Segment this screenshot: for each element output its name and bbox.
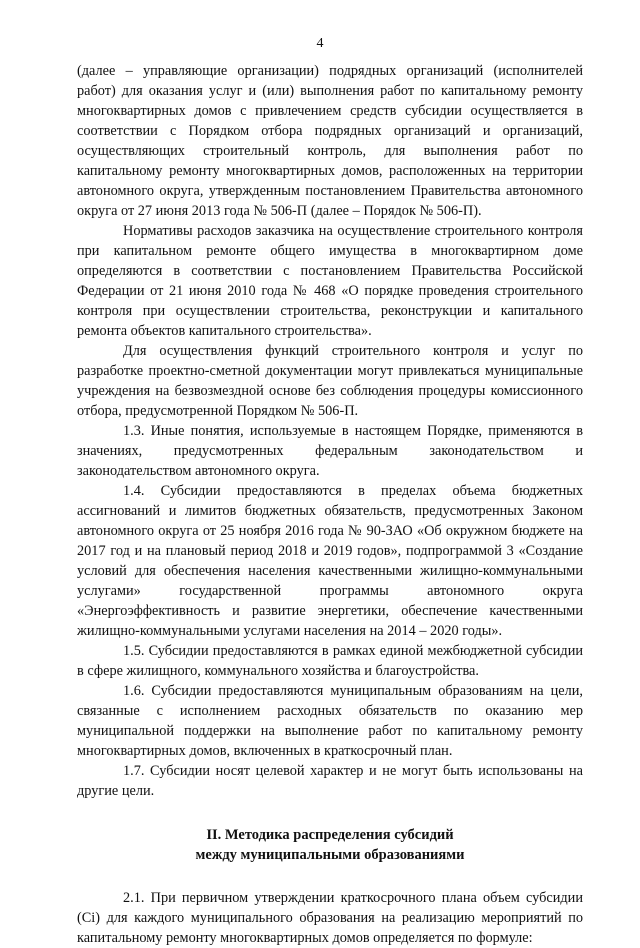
document-body [77, 61, 583, 948]
paragraph-1-6: 1.6. Субсидии предоставляются муниципальным образованиям на цели, связанные с исполнением расходных обязательств по оказанию мер муниципальной поддержки на выполнение работ по капитальному ремонту многоквартирных домов, включенных в краткосрочный план. [77, 683, 583, 759]
paragraph-2-1: 2.1. При первичном утверждении краткосрочного плана объем субсидии (Ci) для каждого муниципального образования на реализацию мероприятий по капитальному ремонту многоквартирных домов определяется по формуле: [77, 890, 583, 946]
paragraph-1-7: 1.7. Субсидии носят целевой характер и не могут быть использованы на другие цели. [77, 763, 583, 799]
paragraph-construction-control-norms: Нормативы расходов заказчика на осуществление строительного контроля при капитальном ремонте общего имущества в многоквартирном доме определяются в соответствии с постановлением Правительства Российской Федерации от 21 июня 2010 года № 468 «О порядке проведения строительного контроля при осуществлении строительства, реконструкции и капитального ремонта объектов капитального строительства». [77, 223, 583, 339]
paragraph-1-5: 1.5. Субсидии предоставляются в рамках единой межбюджетной субсидии в сфере жилищного, коммунального хозяйства и благоустройства. [77, 643, 583, 679]
paragraph-continuation: (далее – управляющие организации) подрядных организаций (исполнителей работ) для оказания услуг и (или) выполнения работ по капитальному ремонту многоквартирных домов с привлечением средств субсидии осуществляется в соответствии с Порядком отбора подрядных организаций и организаций, осуществляющих строительный контроль, для выполнения работ по капитальному ремонту многоквартирных домов, расположенных на территории автономного округа, утвержденным постановлением Правительства автономного округа от 27 июня 2013 года № 506-П (далее – Порядок № 506-П). [77, 63, 583, 219]
paragraph-1-4: 1.4. Субсидии предоставляются в пределах объема бюджетных ассигнований и лимитов бюджетных обязательств, предусмотренных Законом автономного округа от 25 ноября 2016 года № 90-ЗАО «Об окружном бюджете на 2017 год и на плановый период 2018 и 2019 годов», подпрограммой 3 «Создание условий для обеспечения населения качественными жилищно-коммунальными услугами» государственной программы автономного округа «Энергоэффективность и развитие энергетики, обеспечение качественными жилищно-коммунальными услугами населения на 2014 – 2020 годы». [77, 483, 583, 639]
paragraph-1-3: 1.3. Иные понятия, используемые в настоящем Порядке, применяются в значениях, предусмотренных федеральным законодательством и законодательством автономного округа. [77, 423, 583, 479]
page-number: 4 [316, 36, 324, 51]
section-heading-line-2: между муниципальными образованиями [195, 847, 465, 863]
section-heading-line-1: II. Методика распределения субсидий [206, 827, 454, 843]
paragraph-municipal-institutions: Для осуществления функций строительного контроля и услуг по разработке проектно-сметной документации могут привлекаться муниципальные учреждения на безвозмездной основе без соблюдения процедуры комиссионного отбора, предусмотренной Порядком № 506-П. [77, 343, 583, 419]
section-heading [77, 825, 583, 865]
